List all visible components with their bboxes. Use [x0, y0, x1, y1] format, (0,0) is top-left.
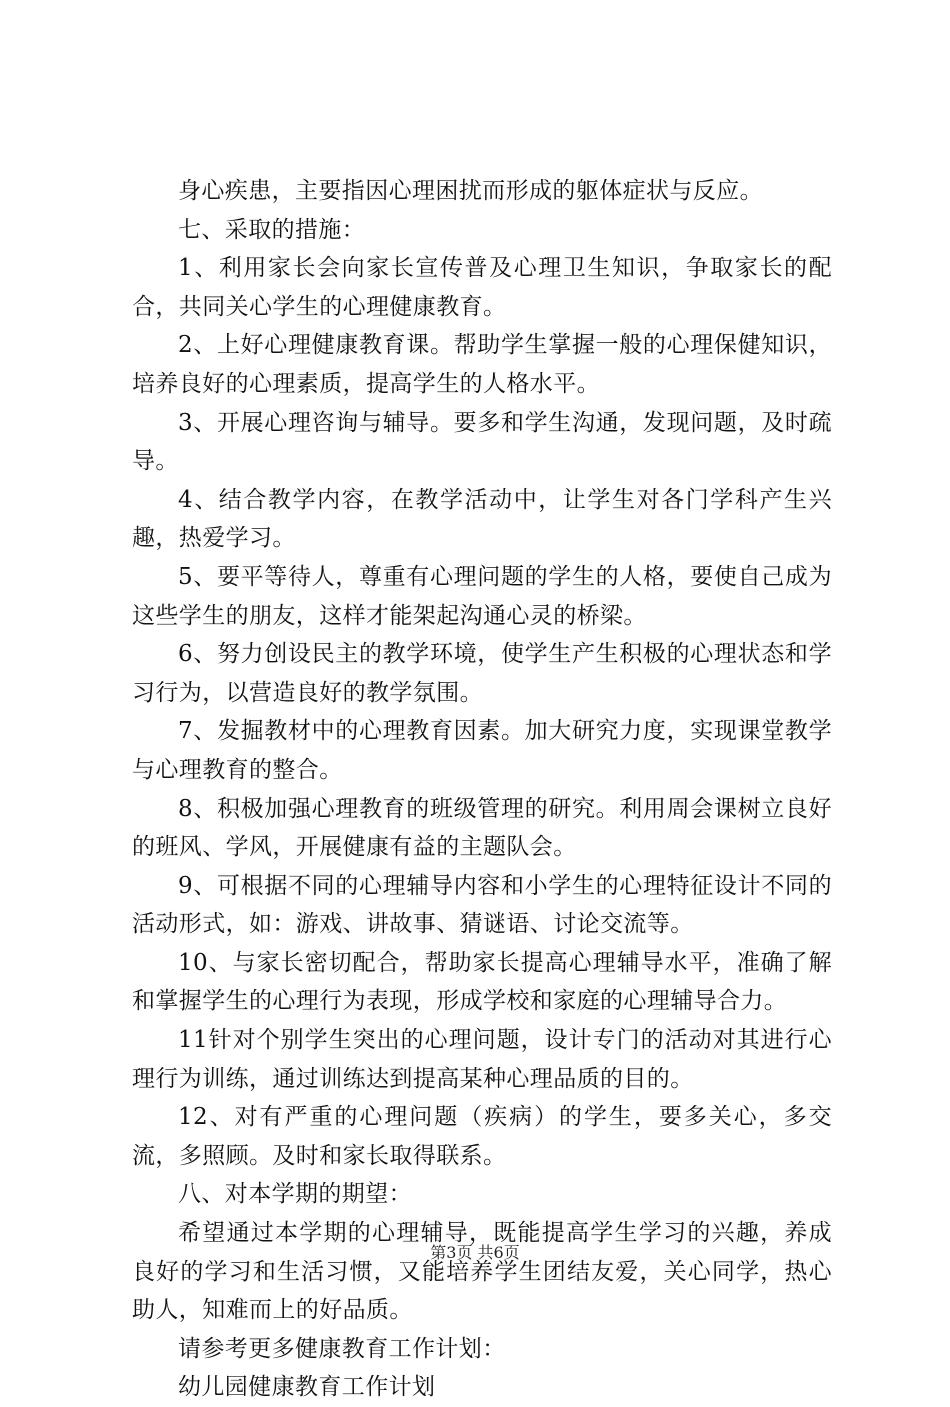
paragraph-expectations: 希望通过本学期的心理辅导，既能提高学生学习的兴趣，养成良好的学习和生活习惯，又能培养学生团结友爱，关心同学，热心助人，知难而上的好品质。	[132, 1220, 832, 1324]
measure-item-12: 12、对有严重的心理问题（疾病）的学生，要多关心，多交流，多照顾。及时和家长取得联系。	[132, 1104, 832, 1169]
measure-item-5: 5、要平等待人，尊重有心理问题的学生的人格，要使自己成为这些学生的朋友，这样才能架起沟通心灵的桥梁。	[132, 563, 832, 629]
measure-item-6: 6、努力创设民主的教学环境，使学生产生积极的心理状态和学习行为，以营造良好的教学氛围。	[132, 641, 832, 706]
measure-item-3: 3、开展心理咨询与辅导。要多和学生沟通，发现问题，及时疏导。	[132, 409, 832, 475]
measure-item-8: 8、积极加强心理教育的班级管理的研究。利用周会课树立良好的班风、学风，开展健康有益的主题队会。	[132, 795, 832, 861]
measure-item-4: 4、结合教学内容，在教学活动中，让学生对各门学科产生兴趣，热爱学习。	[132, 486, 832, 552]
measure-item-1: 1、利用家长会向家长宣传普及心理卫生知识，争取家长的配合，共同关心学生的心理健康教育。	[132, 255, 832, 320]
document-body	[132, 172, 832, 1407]
page-number-footer: 第3页 共6页	[430, 1243, 520, 1262]
measure-item-7: 7、发掘教材中的心理教育因素。加大研究力度，实现课堂教学与心理教育的整合。	[132, 718, 832, 783]
measure-item-2: 2、上好心理健康教育课。帮助学生掌握一般的心理保健知识，培养良好的心理素质，提高学生的人格水平。	[132, 332, 832, 397]
measure-item-11: 11针对个别学生突出的心理问题，设计专门的活动对其进行心理行为训练，通过训练达到提高某种心理品质的目的。	[132, 1027, 832, 1092]
measure-item-10: 10、与家长密切配合，帮助家长提高心理辅导水平，准确了解和掌握学生的心理行为表现，形成学校和家庭的心理辅导合力。	[132, 949, 832, 1015]
section-heading-measures: 七、采取的措施：	[178, 216, 366, 243]
section-heading-expectations: 八、对本学期的期望：	[178, 1181, 412, 1208]
related-plans-heading: 请参考更多健康教育工作计划：	[178, 1335, 506, 1362]
paragraph-symptoms: 身心疾患，主要指因心理困扰而形成的躯体症状与反应。	[178, 178, 763, 204]
related-plan-link: 幼儿园健康教育工作计划	[178, 1374, 436, 1401]
measure-item-9: 9、可根据不同的心理辅导内容和小学生的心理特征设计不同的活动形式，如：游戏、讲故事、猜谜语、讨论交流等。	[132, 872, 832, 938]
